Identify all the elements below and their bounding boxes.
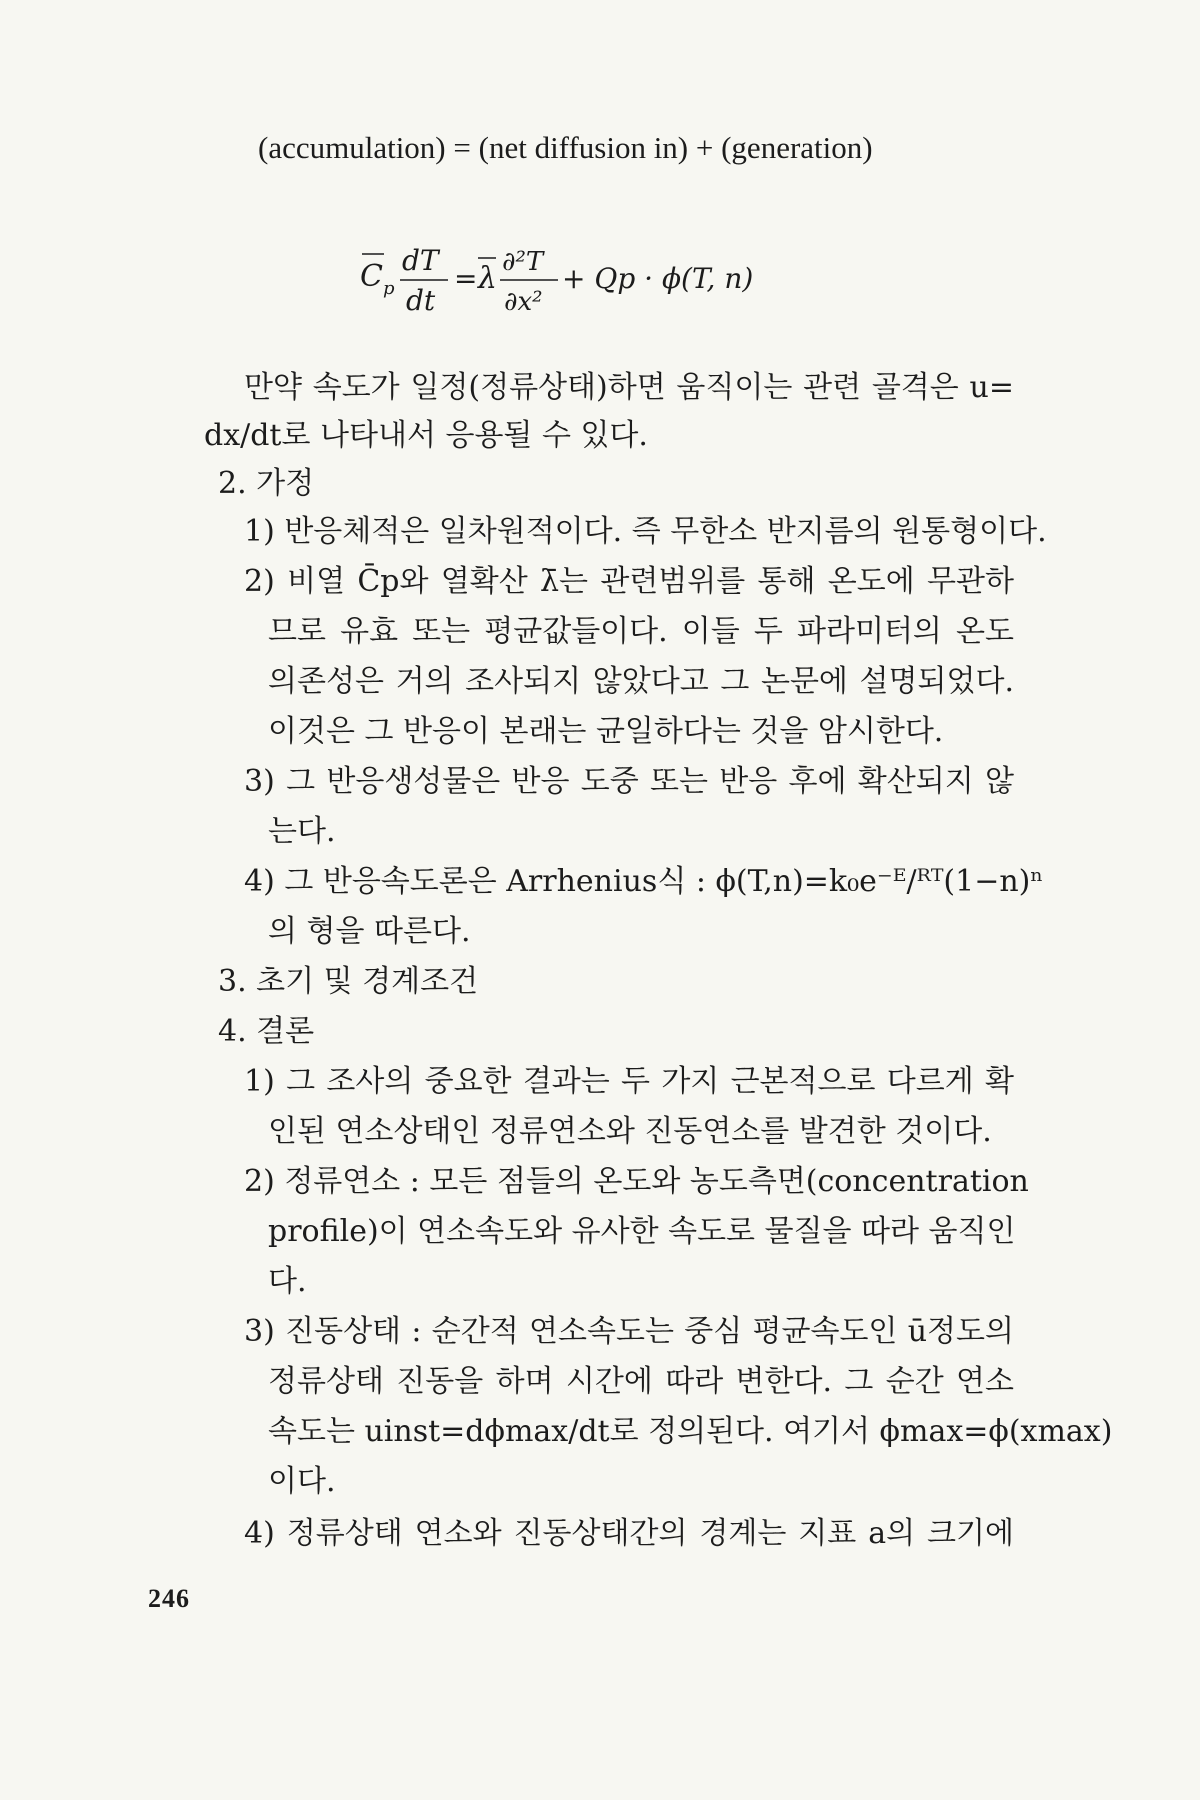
eq-equals: = xyxy=(454,262,478,295)
section-2-item-3-line-2: 는다. xyxy=(268,814,336,849)
section-4-item-2-line-1: 2) 정류연소 : 모든 점들의 온도와 농도측면(concentration xyxy=(244,1164,1029,1199)
section-4-item-2-line-2: profile)이 연소속도와 유사한 속도로 물질을 따라 움직인 xyxy=(268,1214,1016,1249)
section-4-item-1-line-1: 1) 그 조사의 중요한 결과는 두 가지 근본적으로 다르게 확 xyxy=(244,1064,1014,1099)
section-2-item-2-line-1: 2) 비열 C̄p와 열확산 λ̄는 관련범위를 통해 온도에 무관하 xyxy=(244,564,1014,599)
eq-dT: dT xyxy=(402,244,439,277)
section-4-item-3-line-1: 3) 진동상태 : 순간적 연소속도는 중심 평균속도인 ū정도의 xyxy=(244,1314,1014,1349)
eq-c-sub: p xyxy=(383,278,395,299)
section-2-heading: 2. 가정 xyxy=(218,466,315,501)
section-4-item-2-line-3: 다. xyxy=(268,1264,307,1299)
eq-dt: dt xyxy=(406,284,436,317)
section-2-item-2-line-4: 이것은 그 반응이 본래는 균일하다는 것을 암시한다. xyxy=(268,714,944,749)
section-2-item-4-line-1: 4) 그 반응속도론은 Arrhenius식 : ϕ(T,n)=k₀e⁻ᴱ/ᴿᵀ(1−n)ⁿ xyxy=(244,864,1044,899)
section-2-item-3-line-1: 3) 그 반응생성물은 반응 도중 또는 반응 후에 확산되지 않 xyxy=(244,764,1014,799)
section-2-item-2-line-3: 의존성은 거의 조사되지 않았다고 그 논문에 설명되었다. xyxy=(268,664,1014,699)
eq-c: C xyxy=(360,259,383,294)
eq-tail: + Qp · ϕ(T, n) xyxy=(562,262,754,295)
intro-line-2: dx/dt로 나타내서 응용될 수 있다. xyxy=(204,418,648,453)
main-equation xyxy=(350,240,810,320)
section-4-heading: 4. 결론 xyxy=(218,1014,315,1049)
section-4-item-3-line-2: 정류상태 진동을 하며 시간에 따라 변한다. 그 순간 연소 xyxy=(268,1364,1014,1399)
section-2-item-2-line-2: 므로 유효 또는 평균값들이다. 이들 두 파라미터의 온도 xyxy=(268,614,1014,649)
eq-d2T: ∂²T xyxy=(502,247,544,277)
section-3-heading: 3. 초기 및 경계조건 xyxy=(218,964,479,999)
page-number: 246 xyxy=(148,1584,190,1613)
intro-line-1: 만약 속도가 일정(정류상태)하면 움직이는 관련 골격은 u= xyxy=(244,370,1014,405)
section-2-item-4-line-2: 의 형을 따른다. xyxy=(268,914,471,949)
section-4-item-1-line-2: 인된 연소상태인 정류연소와 진동연소를 발견한 것이다. xyxy=(268,1114,992,1149)
section-4-item-4-line-1: 4) 정류상태 연소와 진동상태간의 경계는 지표 a의 크기에 xyxy=(244,1516,1014,1551)
eq-dx2: ∂x² xyxy=(504,287,543,317)
section-4-item-3-line-3: 속도는 uinst=dϕmax/dt로 정의된다. 여기서 ϕmax=ϕ(xmax) xyxy=(268,1414,1113,1449)
section-2-item-1: 1) 반응체적은 일차원적이다. 즉 무한소 반지름의 원통형이다. xyxy=(244,514,1047,549)
section-4-item-3-line-4: 이다. xyxy=(268,1464,336,1499)
eq-lambda: λ xyxy=(478,261,498,296)
header-equation: (accumulation) = (net diffusion in) + (generation) xyxy=(258,130,873,165)
